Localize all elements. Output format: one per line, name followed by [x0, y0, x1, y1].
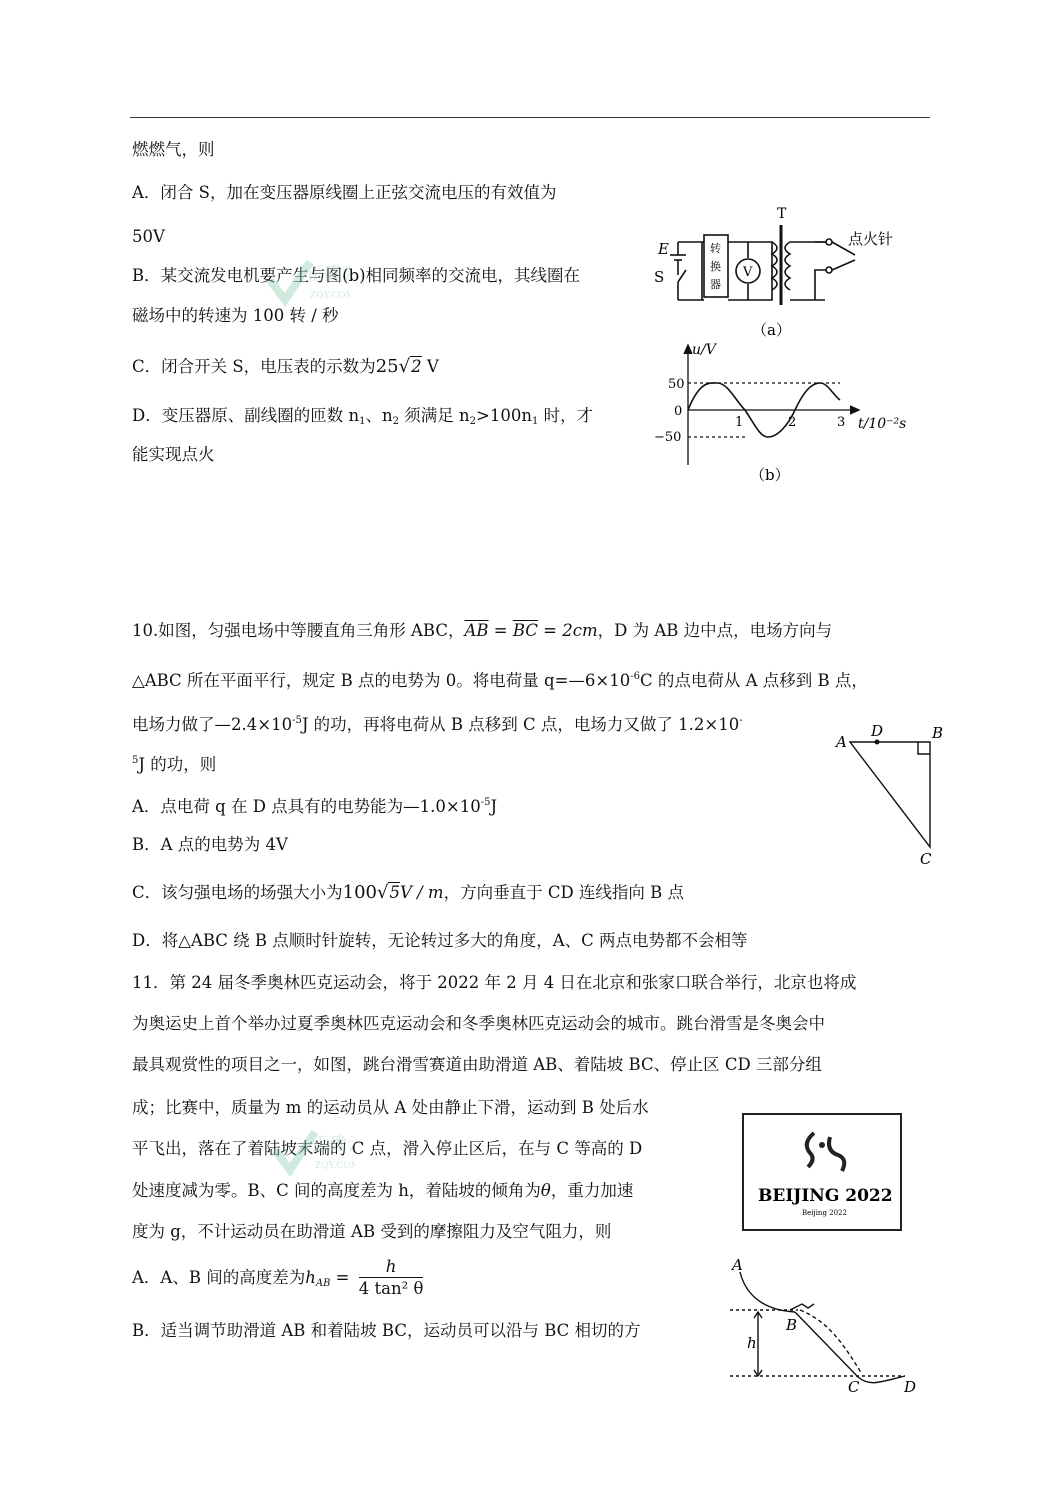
point-D: [875, 740, 880, 745]
q10-line4: $^5$J 的功，则: [132, 755, 217, 774]
svg-text:正确云: 正确: [311, 1134, 347, 1155]
figure-ski-jump: [720, 1252, 930, 1397]
q11-line7: 度为 g，不计运动员在助滑道 AB 受到的摩擦阻力及空气阻力，则: [132, 1222, 612, 1241]
q11-option-a: A．A、B 间的高度差为$h_{AB}$ = $\frac{h}{\text{4 tan² θ}}$: [132, 1257, 424, 1298]
ytick-0: 0: [674, 404, 683, 419]
q9-option-c-radicand: 2: [411, 357, 422, 376]
q9-option-c-coef: 25: [375, 356, 399, 377]
q9-option-a-line2: 50V: [132, 227, 165, 246]
beijing-2022-logo: [742, 1113, 902, 1231]
xtick-2: 2: [788, 415, 797, 430]
ski-label-B: B: [786, 1316, 798, 1334]
header-rule: [130, 117, 930, 118]
q11-option-a-fraction: $\frac{h}{\text{4 tan² θ}}$: [358, 1257, 424, 1298]
label-C: C: [920, 850, 932, 867]
q11-line5: 平飞出，落在了着陆坡末端的 C 点，滑入停止区后，在与 C 等高的 D: [132, 1139, 643, 1158]
q9-option-b-line2: 磁场中的转速为 100 转 / 秒: [132, 306, 339, 325]
q11-option-b-line1: B．适当调节助滑道 AB 和着陆坡 BC，运动员可以沿与 BC 相切的方: [132, 1321, 641, 1340]
ylabel: u/V: [692, 342, 716, 358]
q10-line3: 电场力做了$—2.4\times 10^{-5}J$ 的功，再将电荷从 B 点移到 C 点，电场力又做了 1.2×10-: [132, 715, 743, 734]
q11-line2: 为奥运史上首个举办过夏季奥林匹克运动会和冬季奥林匹克运动会的城市。跳台滑雪是冬奥会中: [132, 1014, 825, 1033]
label-S: S: [654, 268, 665, 286]
label-A: A: [836, 733, 847, 751]
logo-small-text: Beijing 2022: [802, 1209, 847, 1217]
svg-text:正确云: 正确: [306, 264, 342, 285]
svg-text:ZQY.COM: ZQY.CO: [315, 1161, 351, 1171]
q10-option-d: D．将△ABC 绕 B 点顺时针旋转，无论转过多大的角度，A、C 两点电势都不会相等: [132, 931, 748, 950]
figure-a-circuit: [640, 200, 920, 345]
q9-option-d-line1: D．变压器原、副线圈的匝数 $n_1$、$n_2$ 须满足 $n_2>100n_1$ 时，才: [132, 406, 594, 427]
ytick-50: 50: [668, 377, 685, 392]
label-T: T: [777, 206, 787, 222]
converter-char-3: 器: [710, 278, 721, 291]
watermark-logo-1: [260, 250, 350, 324]
q9-option-a-line1: A．闭合 S，加在变压器原线圈上正弦交流电压的有效值为: [132, 183, 557, 202]
q11-line4: 成；比赛中，质量为 m 的运动员从 A 处由静止下滑，运动到 B 处后水: [132, 1098, 649, 1117]
q10-option-c: C．该匀强电场的场强大小为100√5V / m，方向垂直于 CD 连线指向 B 点: [132, 882, 685, 903]
svg-text:ZQY.COM: ZQY.CO: [310, 291, 346, 301]
ski-label-A: A: [732, 1256, 743, 1274]
continuation-text: 燃燃气，则: [132, 140, 215, 159]
label-D: D: [871, 722, 884, 740]
converter-char-2: 换: [710, 260, 721, 273]
q9-option-c-text: C．闭合开关 S，电压表的示数为: [132, 357, 376, 376]
q10-option-b: B．A 点的电势为 4V: [132, 835, 288, 854]
igniter-label: 点火针: [848, 230, 894, 248]
q11-line3: 最具观赏性的项目之一，如图，跳台滑雪赛道由助滑道 AB、着陆坡 BC、停止区 CD 三部分组: [132, 1055, 822, 1074]
label-B: B: [932, 724, 944, 742]
xtick-1: 1: [735, 415, 744, 430]
q10-option-a: A．点电荷 q 在 D 点具有的电势能为$—1.0\times 10^{-5}J$: [132, 797, 498, 816]
xlabel: t/10⁻²s: [858, 416, 907, 432]
voltmeter-label: V: [743, 265, 753, 280]
q9-option-c: C．闭合开关 S，电压表的示数为25√2 V: [132, 356, 439, 377]
q11-line6: 处速度减为零。B、C 间的高度差为 h，着陆坡的倾角为θ，重力加速: [132, 1181, 634, 1200]
ski-label-h: h: [747, 1334, 757, 1352]
q9-option-b-line1: B．某交流发电机要产生与图(b)相同频率的交流电，其线圈在: [132, 266, 581, 285]
ski-label-C: C: [848, 1378, 860, 1396]
q9-option-c-unit: V: [426, 357, 439, 376]
converter-char-1: 转: [710, 242, 721, 255]
ski-label-D: D: [904, 1378, 917, 1396]
caption-a: （a）: [752, 321, 791, 339]
q9-option-d-line2: 能实现点火: [132, 445, 215, 464]
q10-line2: △ABC 所在平面平行，规定 B 点的电势为 0。将电荷量 $q=—6\times 10^{-6}C$ 的点电荷从 A 点移到 B 点，: [132, 671, 868, 690]
watermark-logo-2: [265, 1120, 355, 1194]
q10-line1: 10.如图，匀强电场中等腰直角三角形 ABC，$\overline{AB} = \overline{BC} = 2cm$，D 为 AB 边中点，电场方向与: [132, 621, 833, 640]
figure-triangle: [830, 722, 950, 867]
label-E: E: [658, 240, 669, 258]
caption-b: （b）: [750, 466, 790, 484]
ytick-neg50: −50: [654, 430, 682, 445]
xtick-3: 3: [837, 415, 846, 430]
figure-b-graph: [640, 340, 920, 490]
q11-line1: 11．第 24 届冬季奥林匹克运动会，将于 2022 年 2 月 4 日在北京和张家口联合举行，北京也将成: [132, 973, 857, 992]
logo-text: BEIJING 2022: [758, 1186, 893, 1206]
